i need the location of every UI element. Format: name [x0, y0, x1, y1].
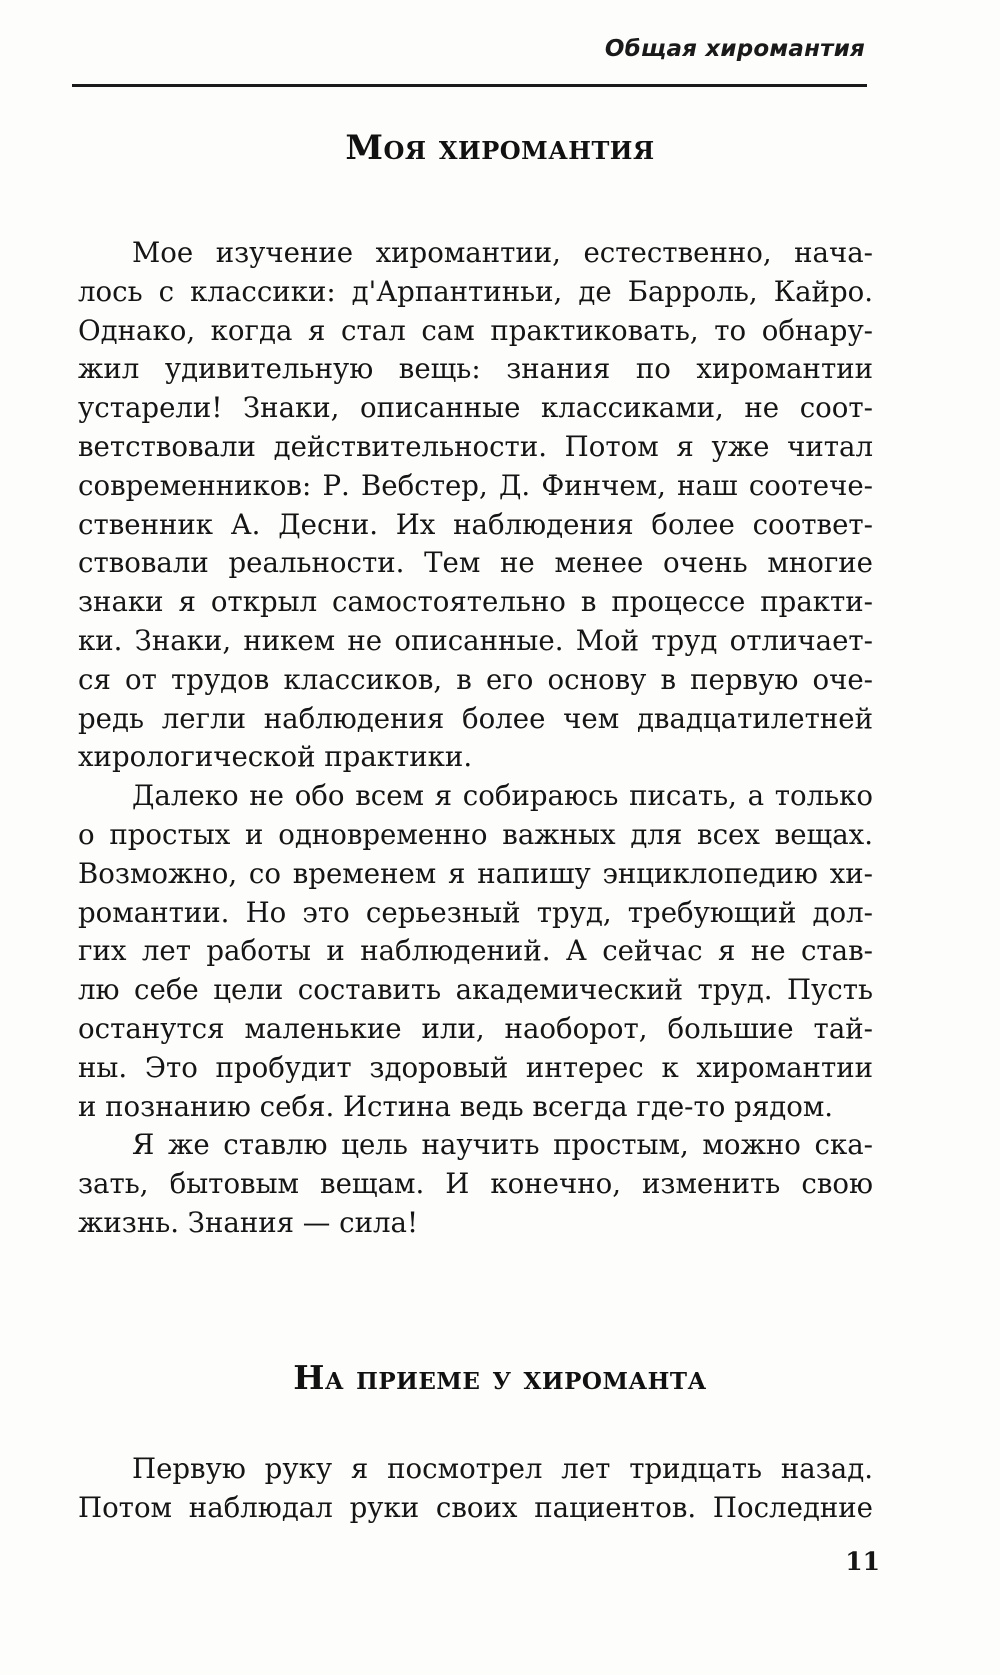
section-title-2: На приеме у хироманта	[293, 1358, 707, 1397]
paragraph-2-line: и познанию себя. Истина ведь всегда где-то рядом.	[78, 1089, 834, 1123]
paragraph-2-line: гих лет работы и наблюдений. А сейчас я не став-	[78, 934, 873, 968]
paragraph-2-line: Возможно, со временем я напишу энциклопедию хи-	[78, 856, 873, 890]
paragraph-2-line: ны. Это пробудит здоровый интерес к хиромантии	[78, 1050, 873, 1084]
paragraph-1-line: ветствовали действительности. Потом я уже читал	[78, 429, 873, 463]
section-1-body	[78, 234, 873, 1243]
paragraph-1-line: ственник А. Десни. Их наблюдения более соответ-	[78, 507, 873, 541]
section-2-body	[78, 1450, 873, 1528]
paragraph-2-line: лю себе цели составить академический труд. Пусть	[78, 973, 873, 1007]
section-title-1: Моя хиромантия	[345, 128, 655, 168]
paragraph-1-line: ки. Знаки, никем не описанные. Мой труд отличает-	[78, 623, 873, 657]
paragraph-3-line: Я же ставлю цель научить простым, можно ска-	[132, 1128, 873, 1162]
paragraph-4-line: Первую руку я посмотрел лет тридцать назад.	[132, 1452, 873, 1485]
paragraph-1-line: Однако, когда я стал сам практиковать, то обнару-	[78, 313, 873, 347]
paragraph-1-line: редь легли наблюдения более чем двадцатилетней	[78, 701, 873, 735]
paragraph-2-line: о простых и одновременно важных для всех вещах.	[78, 817, 873, 851]
paragraph-4-line: Потом наблюдал руки своих пациентов. Последние	[78, 1490, 873, 1524]
paragraph-1-line: ся от трудов классиков, в его основу в первую оче-	[78, 662, 873, 696]
paragraph-1-line: устарели! Знаки, описанные классиками, не соот-	[78, 391, 873, 425]
page-number: 11	[845, 1547, 880, 1576]
paragraph-1-line: современников: Р. Вебстер, Д. Финчем, наш соотече-	[78, 468, 873, 502]
paragraph-1-line: ствовали реальности. Тем не менее очень многие	[78, 546, 873, 580]
paragraph-3-line: жизнь. Знания — сила!	[78, 1205, 419, 1239]
paragraph-2-line: Далеко не обо всем я собираюсь писать, а только	[132, 779, 873, 813]
header-rule	[72, 84, 867, 87]
paragraph-3-line: зать, бытовым вещам. И конечно, изменить свою	[78, 1167, 873, 1201]
paragraph-1-line: жил удивительную вещь: знания по хиромантии	[78, 352, 873, 386]
paragraph-2-line: романтии. Но это серьезный труд, требующий дол-	[78, 895, 873, 929]
paragraph-1-line: хирологической практики.	[78, 740, 473, 774]
paragraph-1-line: знаки я открыл самостоятельно в процессе практи-	[78, 585, 873, 619]
paragraph-2-line: останутся маленькие или, наоборот, большие тай-	[78, 1011, 873, 1045]
paragraph-1-line: Мое изучение хиромантии, естественно, нача-	[132, 236, 873, 269]
paragraph-1-line: лось с классики: д'Арпантиньи, де Барроль, Кайро.	[78, 274, 873, 308]
running-head: Общая хиромантия	[604, 36, 865, 62]
